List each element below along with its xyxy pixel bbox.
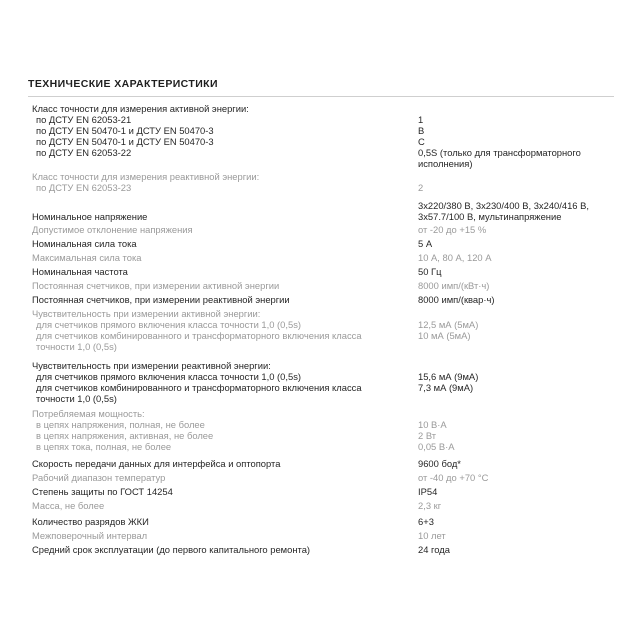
spec-label — [32, 266, 414, 277]
spec-label-line: для счетчиков прямого включения класса точности 1,0 (0,5s) — [36, 319, 302, 330]
spec-value-line — [418, 103, 616, 114]
spec-value-line: B — [418, 125, 425, 136]
spec-label — [32, 280, 414, 291]
title-divider — [28, 96, 614, 97]
spec-row — [32, 472, 616, 483]
spec-value — [418, 360, 616, 393]
spec-value-line: 2 Вт — [418, 430, 437, 441]
spec-row — [32, 103, 616, 169]
spec-value — [418, 408, 616, 452]
spec-value — [418, 224, 616, 235]
spec-label-line: Рабочий диапазон температур — [32, 472, 166, 483]
spec-value-line: 8000 имп/(кВт·ч) — [418, 280, 490, 291]
spec-row — [32, 294, 616, 305]
spec-label-line: Максимальная сила тока — [32, 252, 142, 263]
spec-label-line: Класс точности для измерения активной энергии: — [32, 103, 249, 114]
spec-row — [32, 360, 616, 404]
spec-label-line: Скорость передачи данных для интерфейса и оптопорта — [32, 458, 281, 469]
spec-label-line: по ДСТУ EN 62053-21 — [36, 114, 132, 125]
spec-value-line — [418, 308, 616, 319]
spec-value-line: 10 А, 80 А, 120 А — [418, 252, 492, 263]
spec-row — [32, 544, 616, 555]
spec-label — [32, 408, 414, 452]
spec-value — [418, 500, 616, 511]
spec-value-line: 50 Гц — [418, 266, 442, 277]
spec-label — [32, 486, 414, 497]
spec-value-line: 10 мА (5мА) — [418, 330, 471, 341]
spec-label — [32, 544, 414, 555]
spec-row — [32, 500, 616, 511]
spec-label-line: для счетчиков комбинированного и трансформаторного включения класса — [36, 330, 362, 341]
spec-label-line: Масса, не более — [32, 500, 105, 511]
spec-label-line: точности 1,0 (0,5s) — [36, 393, 117, 404]
spec-value-line — [418, 360, 616, 371]
spec-label — [32, 224, 414, 235]
spec-row — [32, 224, 616, 235]
spec-label-line: точности 1,0 (0,5s) — [36, 341, 117, 352]
spec-label — [32, 516, 414, 527]
spec-row — [32, 252, 616, 263]
spec-value-line: 5 А — [418, 238, 433, 249]
spec-value-line: 12,5 мА (5мА) — [418, 319, 479, 330]
spec-label-line: Потребляемая мощность: — [32, 408, 145, 419]
spec-value — [418, 294, 616, 305]
spec-label-line: для счетчиков комбинированного и трансформаторного включения класса — [36, 382, 362, 393]
spec-label-line: в цепях напряжения, полная, не более — [36, 419, 205, 430]
spec-label-line: в цепях тока, полная, не более — [36, 441, 172, 452]
spec-row — [32, 266, 616, 277]
spec-value — [418, 472, 616, 483]
spec-label-line: Средний срок эксплуатации (до первого капитального ремонта) — [32, 544, 311, 555]
spec-row — [32, 200, 616, 222]
spec-value-line: 2,3 кг — [418, 500, 442, 511]
spec-row — [32, 408, 616, 452]
spec-value — [418, 308, 616, 341]
spec-row — [32, 458, 616, 469]
spec-label — [32, 472, 414, 483]
spec-label-line: для счетчиков прямого включения класса точности 1,0 (0,5s) — [36, 371, 302, 382]
spec-value — [418, 103, 616, 169]
spec-value — [418, 200, 616, 222]
spec-label — [32, 200, 414, 222]
spec-value-line: 6+3 — [418, 516, 434, 527]
spec-label-line: Класс точности для измерения реактивной энергии: — [32, 171, 260, 182]
spec-value — [418, 252, 616, 263]
spec-row — [32, 171, 616, 193]
spec-value — [418, 516, 616, 527]
spec-label-line: по ДСТУ EN 62053-23 — [36, 182, 132, 193]
spec-label — [32, 294, 414, 305]
spec-label-line: Межповерочный интервал — [32, 530, 148, 541]
spec-label-line: по ДСТУ EN 50470-1 и ДСТУ EN 50470-3 — [36, 125, 214, 136]
spec-row — [32, 530, 616, 541]
spec-value-line: 15,6 мА (9мА) — [418, 371, 479, 382]
spec-value-line: IP54 — [418, 486, 438, 497]
spec-value-line: 9600 бод* — [418, 458, 461, 469]
spec-row — [32, 308, 616, 352]
spec-value — [418, 280, 616, 291]
spec-label — [32, 252, 414, 263]
spec-label-line: Номинальное напряжение — [32, 211, 148, 222]
spec-value-line: 7,3 мА (9мА) — [418, 382, 474, 393]
spec-label-line: Постоянная счетчиков, при измерении реактивной энергии — [32, 294, 290, 305]
spec-value-line: 2 — [418, 182, 424, 193]
spec-label — [32, 308, 414, 352]
spec-label — [32, 238, 414, 249]
spec-value-line — [418, 171, 616, 182]
spec-value-line: от -20 до +15 % — [418, 224, 487, 235]
spec-label — [32, 500, 414, 511]
spec-label-line: Номинальная частота — [32, 266, 128, 277]
spec-label-line — [32, 200, 414, 211]
spec-value-line: от -40 до +70 °С — [418, 472, 489, 483]
spec-value-line: 24 года — [418, 544, 450, 555]
spec-value-line: 1 — [418, 114, 424, 125]
spec-label — [32, 360, 414, 404]
spec-value-line: 10 В·А — [418, 419, 447, 430]
spec-value-line: 3х220/380 В, 3х230/400 В, 3х240/416 В, 3х57.7/100 В, мультинапряжение — [418, 200, 589, 222]
spec-value — [418, 238, 616, 249]
spec-label-line: Номинальная сила тока — [32, 238, 137, 249]
spec-label-line: Степень защиты по ГОСТ 14254 — [32, 486, 173, 497]
spec-value-line: 10 лет — [418, 530, 446, 541]
spec-label-line: Чувствительность при измерении реактивной энергии: — [32, 360, 271, 371]
spec-label-line: по ДСТУ EN 50470-1 и ДСТУ EN 50470-3 — [36, 136, 214, 147]
spec-label-line: Количество разрядов ЖКИ — [32, 516, 149, 527]
spec-label-line: Постоянная счетчиков, при измерении активной энергии — [32, 280, 280, 291]
spec-value-line: 0,05 В·А — [418, 441, 455, 452]
spec-label — [32, 103, 414, 158]
spec-label-line: Допустимое отклонение напряжения — [32, 224, 193, 235]
section-title: ТЕХНИЧЕСКИЕ ХАРАКТЕРИСТИКИ — [28, 78, 218, 90]
spec-label-line: Чувствительность при измерении активной энергии: — [32, 308, 261, 319]
spec-row — [32, 516, 616, 527]
spec-row — [32, 238, 616, 249]
spec-value — [418, 544, 616, 555]
spec-label — [32, 530, 414, 541]
spec-label-line: по ДСТУ EN 62053-22 — [36, 147, 132, 158]
spec-value — [418, 171, 616, 193]
spec-value-line: 8000 имп/(квар·ч) — [418, 294, 495, 305]
spec-label-line: в цепях напряжения, активная, не более — [36, 430, 214, 441]
spec-label — [32, 171, 414, 193]
spec-label — [32, 458, 414, 469]
spec-value — [418, 530, 616, 541]
spec-value — [418, 486, 616, 497]
spec-value — [418, 266, 616, 277]
spec-value-line — [418, 408, 616, 419]
spec-value-line: 0,5S (только для трансформаторного исполнения) — [418, 147, 581, 169]
spec-value — [418, 458, 616, 469]
spec-value-line: C — [418, 136, 425, 147]
spec-row — [32, 280, 616, 291]
spec-row — [32, 486, 616, 497]
